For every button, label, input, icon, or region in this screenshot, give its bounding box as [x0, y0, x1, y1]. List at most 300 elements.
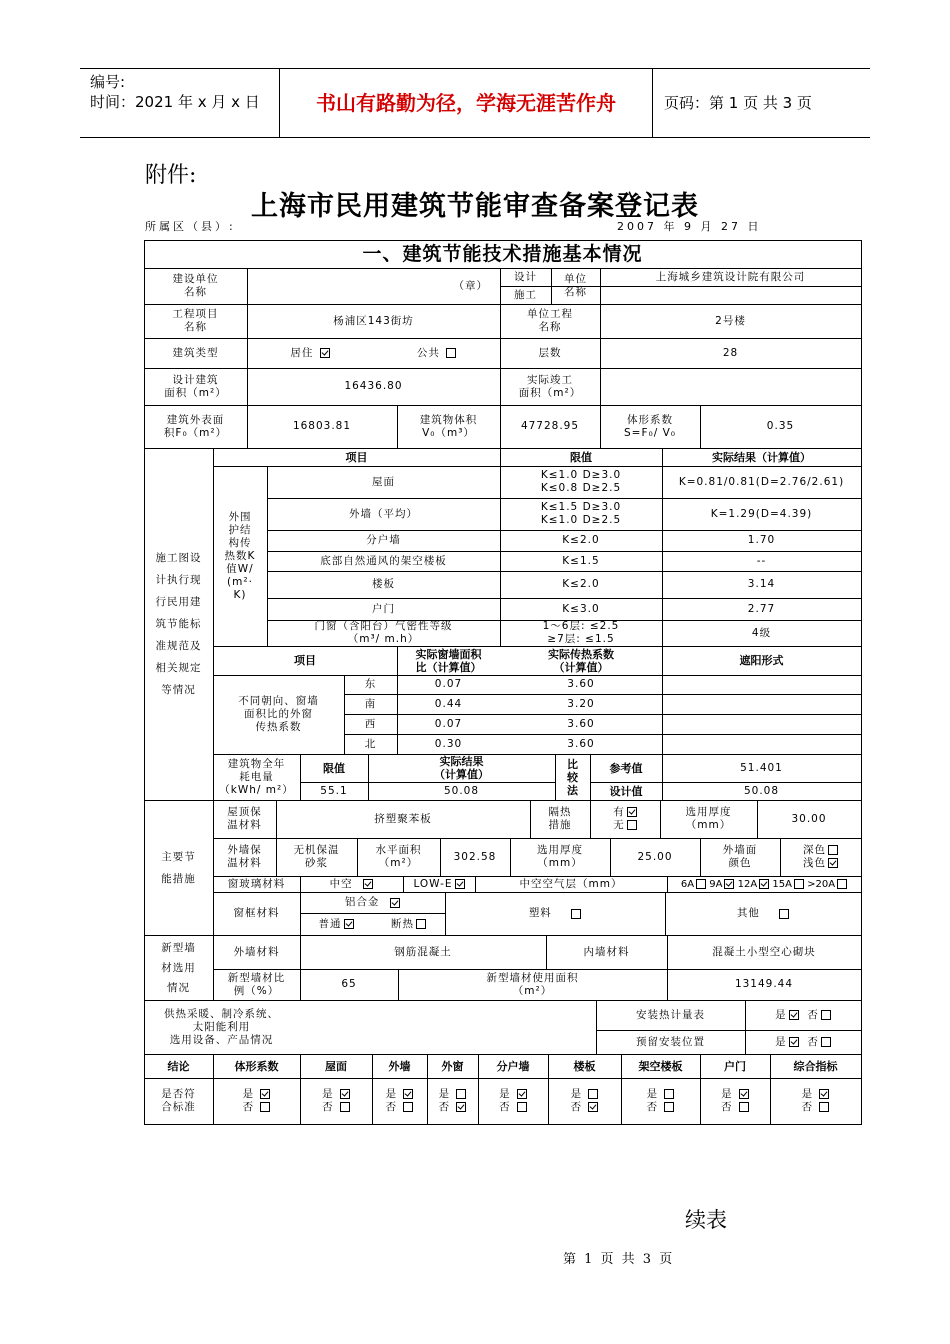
- envelope-label: [213, 466, 267, 646]
- conclusion-no-checkbox[interactable]: [340, 1102, 350, 1112]
- dark-text: 深色: [803, 844, 826, 856]
- grid-line: [144, 1124, 862, 1125]
- envelope-result-text: --: [756, 554, 767, 567]
- measures-side-label: [144, 800, 213, 935]
- e-ref-header-text: 参考值: [609, 761, 643, 775]
- meter-no-text: 否: [807, 1008, 819, 1021]
- roof-ins-label-text: 屋顶保 温材料: [227, 806, 262, 831]
- roof-thick-value-text: 30.00: [791, 812, 827, 825]
- conclusion-no-checkbox[interactable]: [819, 1102, 829, 1112]
- w-k-text: 实际传热系数 （计算值）: [548, 647, 614, 674]
- hollow-option: [300, 876, 403, 892]
- conclusion-yes-checkbox[interactable]: [517, 1089, 527, 1099]
- design-area-label: [144, 368, 247, 405]
- volume-value: [500, 405, 600, 448]
- envelope-limit: [500, 530, 662, 551]
- envelope-item-text: 户门: [372, 602, 395, 615]
- design-area-value-text: 16436.80: [344, 380, 403, 392]
- wall-area-label-text: 新型墙材使用面积 （m²）: [486, 971, 579, 997]
- unit-project-label: [500, 304, 600, 338]
- conclusion-header-text: 屋面: [325, 1059, 347, 1073]
- envelope-result-text: 4级: [751, 626, 772, 639]
- volume-value-text: 47728.95: [520, 420, 580, 432]
- inner-label: [546, 935, 667, 969]
- conclusion-yes-text: 是: [438, 1088, 451, 1100]
- heat-label: [530, 800, 590, 838]
- h-area-label-text: 水平面积 （m²）: [375, 844, 422, 869]
- envelope-result-text: 3.14: [747, 578, 776, 590]
- conclusion-header-text: 结论: [167, 1059, 190, 1073]
- conclusion-yes-checkbox[interactable]: [403, 1089, 413, 1099]
- h-item-text: 项目: [345, 450, 368, 464]
- normal-option: [300, 913, 372, 935]
- plastic-option: [445, 892, 665, 935]
- a9-checkbox[interactable]: [724, 879, 734, 889]
- energy-label: [213, 754, 300, 800]
- conclusion-no-checkbox[interactable]: [403, 1102, 413, 1112]
- conclusion-no-text: 否: [499, 1101, 511, 1113]
- window-k: [500, 734, 662, 754]
- e-limit-header-text: 限值: [323, 761, 345, 775]
- residential-text: 居住: [290, 346, 314, 359]
- window-label: [213, 675, 344, 754]
- e-ref-value-text: 51.401: [740, 761, 783, 774]
- w-shade-text: 遮阳形式: [739, 654, 784, 667]
- envelope-item-text: 底部自然通风的架空楼板: [320, 554, 447, 567]
- reserve-label: [596, 1030, 745, 1054]
- conclusion-header: [700, 1054, 770, 1078]
- header-page-info: 页码：第 1 页 共 3 页: [664, 94, 812, 112]
- unit-name-label: [551, 268, 600, 304]
- reserve-options: [745, 1030, 861, 1054]
- volume-label: [397, 405, 500, 448]
- shape-label-text: 体形系数 S=F₀/ V₀: [624, 413, 676, 439]
- envelope-item: [267, 498, 500, 530]
- h-result-text: 实际结果（计算值）: [712, 450, 811, 464]
- reserve-label-text: 预留安装位置: [636, 1035, 705, 1048]
- public-text: 公共: [416, 346, 440, 359]
- color-options: [780, 838, 861, 876]
- h-item: [213, 448, 500, 466]
- roof-ins-label: [213, 800, 276, 838]
- window-dir-text: 南: [364, 697, 377, 710]
- normal-checkbox[interactable]: [344, 919, 354, 929]
- envelope-limit-text: K≤3.0: [562, 602, 600, 615]
- e-result-value: [368, 782, 555, 800]
- a9-text: 9A: [709, 878, 723, 890]
- w-ratio-text: 实际窗墙面积 比（计算值）: [415, 647, 482, 674]
- doc-code-label: 编号:: [90, 73, 126, 91]
- residential-checkbox[interactable]: [320, 348, 330, 358]
- e-design-header-text: 设计值: [609, 784, 643, 798]
- wall-ins-value-text: 无机保温 砂浆: [293, 844, 340, 869]
- envelope-item: [267, 551, 500, 571]
- conclusion-header: [427, 1054, 478, 1078]
- window-dir: [344, 675, 397, 694]
- envelope-result-text: K=0.81/0.81(D=2.76/2.61): [678, 475, 845, 488]
- page-header: [80, 68, 870, 138]
- shape-value-text: 0.35: [766, 420, 795, 432]
- meter-label: [596, 1000, 745, 1030]
- conclusion-yes-text: 是: [570, 1088, 583, 1100]
- conclusion-header: [770, 1054, 861, 1078]
- design-label: [500, 268, 551, 286]
- envelope-limit-text: K≤1.5: [562, 554, 600, 567]
- conclusion-header-text: 架空楼板: [638, 1059, 683, 1073]
- e-result-value-text: 50.08: [443, 784, 480, 797]
- window-ratio: [397, 714, 500, 734]
- walls-side-label: [144, 935, 213, 1000]
- light-checkbox[interactable]: [828, 858, 838, 868]
- conclusion-no-checkbox[interactable]: [260, 1102, 270, 1112]
- roof-thick-value: [757, 800, 861, 838]
- window-ratio-text: 0.07: [434, 717, 463, 730]
- meter-options: [745, 1000, 861, 1030]
- dark-checkbox[interactable]: [828, 845, 838, 855]
- a12-checkbox[interactable]: [759, 879, 769, 889]
- envelope-item: [267, 571, 500, 598]
- floors-value-text: 28: [722, 346, 739, 359]
- reserve-yes-checkbox[interactable]: [789, 1037, 799, 1047]
- wall-thick-label-text: 选用厚度 （mm）: [537, 844, 583, 869]
- roof-thick-label: [660, 800, 757, 838]
- continued-label: 续表: [685, 1208, 727, 1232]
- conclusion-yes-checkbox[interactable]: [340, 1089, 350, 1099]
- energy-label-text: 建筑物全年 耗电量 （kWh/ m²）: [219, 757, 294, 796]
- heat-no-text: 无: [613, 819, 625, 831]
- color-label-text: 外墙面 颜色: [722, 844, 758, 869]
- e-compare-label: [555, 754, 590, 800]
- h-limit: [500, 448, 662, 466]
- envelope-item: [267, 530, 500, 551]
- hollow-text: 中空: [329, 877, 353, 890]
- broken-checkbox[interactable]: [416, 919, 426, 929]
- section-title: [144, 240, 861, 268]
- header-meta: [80, 69, 280, 137]
- inner-label-text: 内墙材料: [583, 945, 630, 958]
- standards-side-label: [144, 448, 213, 800]
- frame-label: [213, 892, 300, 935]
- conclusion-check: [427, 1078, 478, 1124]
- project-value: [247, 304, 500, 338]
- conclusion-check: [478, 1078, 548, 1124]
- e-result-header-text: 实际结果 （计算值）: [434, 755, 489, 781]
- envelope-result: [662, 620, 861, 646]
- reserve-yes-text: 是: [775, 1035, 787, 1048]
- envelope-result: [662, 498, 861, 530]
- window-k: [500, 694, 662, 714]
- construct-label: [500, 286, 551, 304]
- envelope-item-text: 外墙（平均）: [349, 507, 418, 520]
- actual-area-label: [500, 368, 600, 405]
- conclusion-yes-checkbox[interactable]: [260, 1089, 270, 1099]
- other-text: 其他: [736, 907, 760, 919]
- floors-value: [600, 338, 861, 368]
- unit-project-value: [600, 304, 861, 338]
- w-shade: [662, 646, 861, 675]
- construct-label-text: 施工: [514, 288, 537, 301]
- heat-options: [590, 800, 660, 838]
- envelope-limit-text: K≤2.0: [562, 578, 600, 590]
- heat-no-checkbox[interactable]: [627, 820, 637, 830]
- conclusion-yes-checkbox[interactable]: [664, 1089, 674, 1099]
- window-dir: [344, 694, 397, 714]
- normal-text: 普通: [318, 917, 342, 930]
- e-design-header: [590, 782, 662, 800]
- lowe-option: [403, 876, 475, 892]
- other-checkbox[interactable]: [779, 909, 789, 919]
- envelope-item: [267, 466, 500, 498]
- public-checkbox[interactable]: [446, 348, 456, 358]
- a20-text: >20A: [807, 878, 836, 890]
- grid-line: [861, 240, 862, 1125]
- form-date: 2007 年 9 月 27 日: [617, 220, 762, 233]
- wall-thick-label: [510, 838, 610, 876]
- envelope-result: [662, 598, 861, 620]
- roof-thick-label-text: 选用厚度 （mm）: [685, 806, 732, 831]
- seal-cell-text: （章）: [453, 279, 488, 292]
- conclusion-no-checkbox[interactable]: [739, 1102, 749, 1112]
- conclusion-yes-text: 是: [721, 1088, 733, 1100]
- builder-label: [144, 268, 247, 304]
- header-motto: 书山有路勤为径，学海无涯苦作舟: [280, 69, 653, 137]
- conclusion-yes-text: 是: [242, 1088, 255, 1100]
- walls-side-label-text: 新型墙 材选用 情况: [161, 941, 196, 994]
- conclusion-yes-checkbox[interactable]: [588, 1089, 598, 1099]
- glass-label-text: 窗玻璃材料: [227, 877, 286, 890]
- conclusion-yes-checkbox[interactable]: [456, 1089, 466, 1099]
- window-k-text: 3.20: [567, 697, 595, 710]
- window-k: [500, 675, 662, 694]
- window-k-text: 3.60: [567, 678, 595, 690]
- outer-label-text: 外墙材料: [233, 945, 280, 958]
- window-ratio-text: 0.44: [434, 697, 463, 710]
- conclusion-yes-checkbox[interactable]: [819, 1089, 829, 1099]
- conclusion-header-text: 楼板: [573, 1059, 596, 1073]
- conclusion-row-label-text: 是否符 合标准: [161, 1088, 196, 1113]
- design-area-value: [247, 368, 500, 405]
- wall-area-value-text: 13149.44: [734, 978, 794, 990]
- conclusion-header: [478, 1054, 548, 1078]
- wall-ins-value: [276, 838, 357, 876]
- meter-yes-text: 是: [775, 1008, 787, 1021]
- w-item-text: 项目: [294, 654, 316, 667]
- conclusion-check: [770, 1078, 861, 1124]
- conclusion-no-text: 否: [801, 1101, 814, 1113]
- shape-value: [700, 405, 861, 448]
- conclusion-check: [213, 1078, 300, 1124]
- envelope-label-text: 外围 护结 构传 热数K 值W/ (m²· K): [224, 510, 256, 601]
- conclusion-check: [372, 1078, 427, 1124]
- envelope-limit-text: 1～6层: ≤2.5 ≥7层: ≤1.5: [542, 620, 620, 645]
- envelope-item-text: 分户墙: [366, 534, 401, 546]
- h-area-label: [357, 838, 440, 876]
- envelope-limit: [500, 598, 662, 620]
- conclusion-header: [144, 1054, 213, 1078]
- roof-ins-value: [276, 800, 530, 838]
- conclusion-yes-checkbox[interactable]: [739, 1089, 749, 1099]
- window-k: [500, 714, 662, 734]
- broken-text: 断热: [391, 917, 414, 930]
- e-limit-header: [300, 754, 368, 782]
- conclusion-header-text: 体形系数: [234, 1059, 279, 1073]
- conclusion-header-text: 综合指标: [793, 1059, 838, 1073]
- conclusion-row-label: [144, 1078, 213, 1124]
- volume-label-text: 建筑物体积 V₀（m³）: [419, 413, 478, 439]
- envelope-item-text: 楼板: [372, 578, 395, 590]
- color-label: [700, 838, 780, 876]
- conclusion-header-text: 分户墙: [496, 1059, 530, 1073]
- envelope-item: [267, 598, 500, 620]
- heat-label-text: 隔热 措施: [548, 806, 572, 831]
- envelope-limit: [500, 620, 662, 646]
- wall-ratio-value-text: 65: [341, 978, 357, 990]
- conclusion-no-checkbox[interactable]: [456, 1102, 466, 1112]
- conclusion-header-text: 外墙: [388, 1059, 411, 1073]
- envelope-limit-text: K≤1.5 D≥3.0 K≤1.0 D≥2.5: [540, 501, 622, 526]
- page-number: 第 1 页 共 3 页: [563, 1252, 675, 1267]
- e-ref-value: [662, 754, 861, 782]
- shape-label: [600, 405, 700, 448]
- type-label-text: 建筑类型: [172, 346, 219, 359]
- conclusion-no-text: 否: [385, 1101, 398, 1113]
- conclusion-no-text: 否: [242, 1101, 255, 1113]
- seal-cell: [247, 268, 500, 304]
- envelope-limit: [500, 571, 662, 598]
- conclusion-no-checkbox[interactable]: [664, 1102, 674, 1112]
- wall-ins-label: [213, 838, 276, 876]
- air-label: [475, 876, 667, 892]
- heat-yes-checkbox[interactable]: [627, 807, 637, 817]
- page-title: 上海市民用建筑节能审查备案登记表: [251, 191, 699, 222]
- conclusion-yes-text: 是: [646, 1088, 659, 1100]
- design-area-label-text: 设计建筑 面积（m²）: [164, 373, 227, 399]
- w-ratio: [397, 646, 500, 675]
- e-design-value: [662, 782, 861, 800]
- a6-checkbox[interactable]: [696, 879, 706, 889]
- surface-value-text: 16803.81: [292, 420, 352, 432]
- e-limit-value: [300, 782, 368, 800]
- h-limit-text: 限值: [570, 450, 592, 464]
- conclusion-no-checkbox[interactable]: [588, 1102, 598, 1112]
- hvac-label: [144, 1000, 596, 1054]
- window-ratio-text: 0.30: [434, 737, 463, 750]
- hollow-checkbox[interactable]: [363, 879, 373, 889]
- window-k-text: 3.60: [567, 717, 595, 730]
- lowe-text: LOW-E: [413, 877, 453, 890]
- conclusion-no-checkbox[interactable]: [517, 1102, 527, 1112]
- lowe-checkbox[interactable]: [455, 879, 465, 889]
- window-ratio: [397, 734, 500, 754]
- wall-ratio-label: [213, 969, 300, 1000]
- floors-label: [500, 338, 600, 368]
- unit-project-label-text: 单位工程 名称: [527, 308, 573, 333]
- wall-ratio-value: [300, 969, 398, 1000]
- unit-name-label-text: 单位 名称: [564, 273, 587, 298]
- hvac-label-text: 供热采暖、制冷系统、 太阳能利用 选用设备、产品情况: [164, 1007, 279, 1046]
- conclusion-no-text: 否: [721, 1101, 733, 1113]
- other-option: [665, 892, 861, 935]
- envelope-limit: [500, 498, 662, 530]
- conclusion-header: [548, 1054, 621, 1078]
- district-label: 所属区（县）:: [145, 220, 236, 233]
- window-ratio: [397, 675, 500, 694]
- conclusion-header-text: 户门: [724, 1059, 746, 1073]
- conclusion-check: [300, 1078, 372, 1124]
- attachment-label: 附件:: [145, 163, 197, 188]
- conclusion-header: [300, 1054, 372, 1078]
- envelope-limit-text: K≤2.0: [562, 534, 600, 546]
- glass-label: [213, 876, 300, 892]
- meter-no-checkbox[interactable]: [821, 1010, 831, 1020]
- window-label-text: 不同朝向、窗墙 面积比的外窗 传热系数: [238, 695, 319, 733]
- wall-thick-value-text: 25.00: [637, 850, 673, 863]
- envelope-limit: [500, 466, 662, 498]
- window-dir-text: 西: [364, 717, 377, 730]
- alu-option: [300, 892, 445, 913]
- envelope-result-text: 1.70: [747, 534, 776, 546]
- a20-checkbox[interactable]: [837, 879, 847, 889]
- standards-side-label-text: 施工图设 计执行现 行民用建 筑节能标 准规范及 相关规定 等情况: [155, 552, 202, 696]
- broken-option: [372, 913, 445, 935]
- conclusion-header: [213, 1054, 300, 1078]
- surface-label: [144, 405, 247, 448]
- inner-value: [667, 935, 861, 969]
- window-ratio: [397, 694, 500, 714]
- window-ratio-text: 0.07: [434, 678, 463, 690]
- plastic-checkbox[interactable]: [571, 909, 581, 919]
- h-area-value-text: 302.58: [453, 850, 497, 863]
- meter-yes-checkbox[interactable]: [789, 1010, 799, 1020]
- wall-ins-label-text: 外墙保 温材料: [227, 844, 262, 869]
- builder-label-text: 建设单位 名称: [172, 273, 219, 298]
- envelope-result-text: K=1.29(D=4.39): [710, 507, 813, 520]
- conclusion-yes-text: 是: [499, 1088, 511, 1100]
- conclusion-yes-text: 是: [801, 1088, 814, 1100]
- w-item: [213, 646, 397, 675]
- a12-text: 12A: [737, 878, 758, 890]
- alu-checkbox[interactable]: [390, 898, 400, 908]
- w-k: [500, 646, 662, 675]
- wall-ratio-label-text: 新型墙材比 例（%）: [227, 971, 286, 997]
- a15-text: 15A: [772, 878, 792, 890]
- e-design-value-text: 50.08: [743, 784, 780, 797]
- reserve-no-checkbox[interactable]: [821, 1037, 831, 1047]
- roof-ins-value-text: 挤塑聚苯板: [374, 812, 432, 825]
- actual-area-label-text: 实际竣工 面积（m²）: [518, 373, 582, 399]
- heat-yes-text: 有: [613, 806, 625, 818]
- window-dir: [344, 714, 397, 734]
- inner-value-text: 混凝土小型空心砌块: [712, 945, 816, 958]
- air-options: [667, 876, 861, 892]
- design-unit-value-text: 上海城乡建筑设计院有限公司: [655, 270, 806, 283]
- alu-text: 铝合金: [344, 896, 380, 908]
- conclusion-header: [372, 1054, 427, 1078]
- wall-area-label: [398, 969, 667, 1000]
- envelope-result-text: 2.77: [747, 602, 776, 615]
- outer-label: [213, 935, 300, 969]
- conclusion-yes-text: 是: [322, 1088, 334, 1100]
- conclusion-header: [621, 1054, 700, 1078]
- e-ref-header: [590, 754, 662, 782]
- project-value-text: 杨浦区143街坊: [333, 314, 414, 327]
- conclusion-no-text: 否: [322, 1101, 334, 1113]
- a15-checkbox[interactable]: [794, 879, 804, 889]
- conclusion-check: [548, 1078, 621, 1124]
- light-text: 浅色: [803, 857, 826, 869]
- envelope-result: [662, 571, 861, 598]
- surface-label-text: 建筑外表面 积F₀（m²）: [163, 413, 228, 439]
